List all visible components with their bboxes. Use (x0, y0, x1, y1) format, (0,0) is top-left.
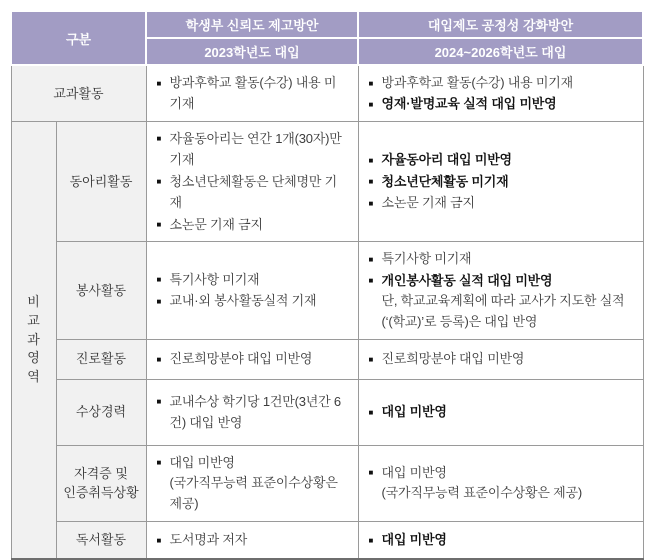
header-right-title: 대입제도 공정성 강화방안 (358, 11, 643, 38)
table-body (11, 65, 643, 559)
cell-left (146, 121, 358, 241)
row-label: 진로활동 (56, 339, 146, 379)
square-bullet-icon: ■ (368, 468, 374, 478)
bullet-item: ■ 개인봉사활동 실적 대입 미반영 (368, 272, 553, 288)
bullet-item: ■ 대입 미반영 (156, 454, 235, 470)
square-bullet-icon: ■ (368, 177, 374, 187)
table-row (11, 339, 643, 379)
bullet-item: ■ 특기사항 미기재 (368, 251, 472, 267)
bullet-item: ■ 소논문 기재 금지 (368, 195, 475, 211)
bullet-item: ■ 영재·발명교육 실적 대입 미반영 (368, 96, 557, 112)
square-bullet-icon: ■ (156, 458, 162, 468)
row-label: 자격증 및 인증취득상황 (56, 445, 146, 521)
bullet-item: ■ 방과후학교 활동(수강) 내용 미기재 (368, 75, 574, 90)
header-left-sub: 2023학년도 대입 (146, 38, 358, 65)
cell-left (146, 242, 358, 339)
table-row (11, 521, 643, 559)
square-bullet-icon: ■ (368, 78, 374, 88)
vertical-group-text: 비 교 과 영 역 (27, 293, 40, 385)
row-group-label (11, 121, 56, 559)
bullet-item: ■ 방과후학교 활동(수강) 내용 미기재 (156, 75, 337, 112)
square-bullet-icon: ■ (368, 198, 374, 208)
square-bullet-icon: ■ (368, 99, 374, 109)
row-label: 독서활동 (56, 521, 146, 559)
cell-right (358, 339, 643, 379)
row-label: 동아리활동 (56, 121, 146, 241)
cell-right (358, 65, 643, 121)
note-line: (국가직무능력 표준이수상황은 제공) (169, 474, 338, 511)
row-label: 수상경력 (56, 379, 146, 445)
table-row (11, 379, 643, 445)
comparison-table (10, 10, 644, 560)
bullet-item: ■ 청소년단체활동은 단체명만 기재 (156, 173, 337, 211)
table-row (11, 121, 643, 241)
cell-left (146, 379, 358, 445)
bullet-item: ■ 청소년단체활동 미기재 (368, 173, 509, 189)
bullet-item: ■ 진로희망분야 대입 미반영 (368, 351, 525, 367)
square-bullet-icon: ■ (156, 134, 162, 144)
cell-right (358, 379, 643, 445)
square-bullet-icon: ■ (156, 78, 162, 88)
square-bullet-icon: ■ (368, 254, 374, 264)
square-bullet-icon: ■ (156, 354, 162, 364)
cell-left (146, 521, 358, 559)
bullet-item: ■ 소논문 기재 금지 (156, 216, 263, 232)
bullet-item: ■ 자율동아리는 연간 1개(30자)만 기재 (156, 130, 342, 168)
bullet-item: ■ 대입 미반영 (368, 464, 447, 480)
header-right-sub: 2024~2026학년도 대입 (358, 38, 643, 65)
row-label: 봉사활동 (56, 242, 146, 339)
header-category: 구분 (11, 11, 146, 65)
bullet-item: ■ 교내·외 봉사활동실적 기재 (156, 293, 317, 309)
bullet-item: ■ 대입 미반영 (368, 404, 447, 420)
bullet-item: ■ 특기사항 미기재 (156, 271, 260, 287)
bullet-item: ■ 자율동아리 대입 미반영 (368, 152, 512, 168)
cell-left (146, 445, 358, 521)
cell-left (146, 65, 358, 121)
bullet-item: ■ 대입 미반영 (368, 532, 447, 548)
bullet-item: ■ 도서명과 저자 (156, 532, 248, 548)
note-line: 단, 학교교육계획에 따라 교사가 지도한 실적(‘(학교)’로 등록)은 대입 반영 (381, 292, 625, 329)
square-bullet-icon: ■ (368, 354, 374, 364)
square-bullet-icon: ■ (156, 177, 162, 187)
table-header (11, 11, 643, 65)
table-row (11, 445, 643, 521)
bullet-item: ■ 진로희망분야 대입 미반영 (156, 351, 313, 367)
table-row (11, 65, 643, 121)
square-bullet-icon: ■ (156, 275, 162, 285)
row-label: 교과활동 (11, 65, 146, 121)
square-bullet-icon: ■ (368, 155, 374, 165)
cell-right (358, 445, 643, 521)
cell-right (358, 121, 643, 241)
table-row (11, 242, 643, 339)
square-bullet-icon: ■ (368, 276, 374, 285)
square-bullet-icon: ■ (156, 220, 162, 230)
header-row-titles (11, 11, 643, 38)
square-bullet-icon: ■ (156, 535, 162, 545)
cell-right (358, 521, 643, 559)
header-left-title: 학생부 신뢰도 제고방안 (146, 11, 358, 38)
square-bullet-icon: ■ (156, 397, 162, 407)
square-bullet-icon: ■ (156, 296, 162, 306)
cell-left (146, 339, 358, 379)
cell-right (358, 242, 643, 339)
bullet-item: ■ 교내수상 학기당 1건만(3년간 6건) 대입 반영 (156, 393, 341, 431)
square-bullet-icon: ■ (368, 535, 374, 545)
square-bullet-icon: ■ (368, 407, 374, 417)
note-line: (국가직무능력 표준이수상황은 제공) (381, 485, 582, 501)
